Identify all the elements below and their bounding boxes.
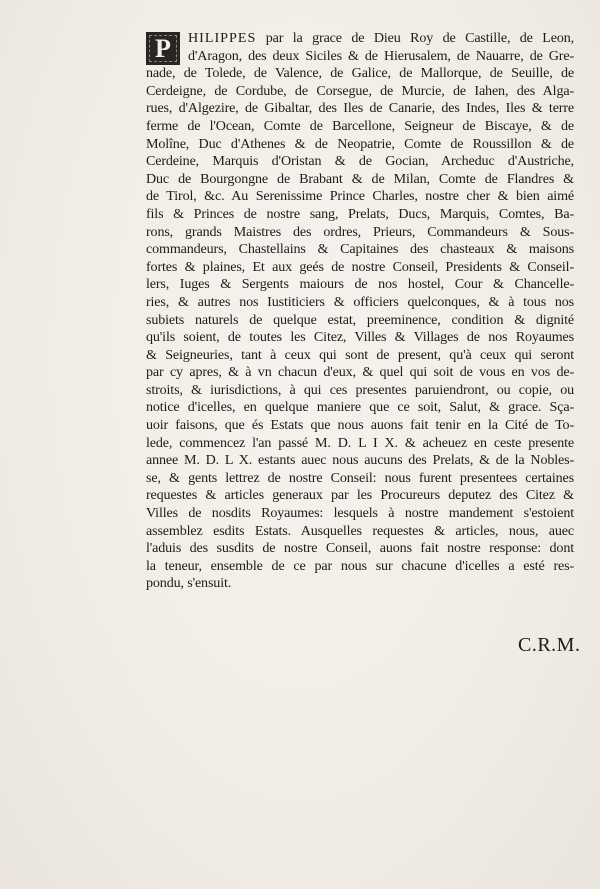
opening-word: HILIPPES — [188, 30, 257, 46]
text-line-10: de Tirol, &c. Au Serenissime Prince Charles, nostre cher & bien aimé — [146, 188, 574, 205]
text-line-9: Duc de Bourgongne de Brabant & de Milan, Comte de Flandres & — [146, 170, 574, 187]
text-line-32: pondu, s'ensuit. — [146, 575, 232, 592]
decree-text — [146, 30, 574, 593]
text-line-15: lers, Iuges & Sergents maiours de nos hostel, Cour & Chancelle- — [146, 276, 574, 293]
text-line-20: par cy apres, & à vn chacun d'eux, & quel qui soit de vous en vos de- — [146, 364, 574, 381]
text-line-2: d'Aragon, des deux Siciles & de Hierusalem, de Nauarre, de Gre- — [188, 47, 574, 64]
text-line-4: Cerdeigne, de Cordube, de Corsegue, de Murcie, de Iahen, des Alga- — [146, 82, 574, 99]
text-line-30: l'aduis des susdits de nostre Conseil, auons fait nostre response: dont — [146, 540, 574, 557]
text-line-25: annee M. D. L X. estants auec nous aucuns des Prelats, & de la Nobles- — [146, 452, 574, 469]
text-line-19: & Seigneuries, tant à ceux qui sont de present, qu'à ceux qui seront — [146, 346, 574, 363]
text-line-11: fils & Princes de nostre sang, Prelats, Ducs, Marquis, Comtes, Ba- — [146, 205, 574, 222]
text-line-27: requestes & articles generaux par les Procureurs deputez des Citez & — [146, 487, 574, 504]
text-line-3: nade, de Tolede, de Valence, de Galice, de Mallorque, de Seuille, de — [146, 65, 574, 82]
text-line-21: stroits, & iurisdictions, à qui ces presentes paruiendront, ou copie, ou — [146, 381, 574, 398]
text-line-8: Cerdeine, Marquis d'Oristan & de Gocian, Archeduc d'Austriche, — [146, 153, 574, 170]
text-line-12: rons, grands Maistres des ordres, Prieurs, Commandeurs & Sous- — [146, 223, 574, 240]
initial-letter: P — [155, 34, 171, 63]
text-line-24: lede, commencez l'an passé M. D. L I X. & acheuez en ceste presente — [146, 434, 574, 451]
text-line-17: subiets naturels de quelque estat, preeminence, condition & dignité — [146, 311, 574, 328]
text-line-29: assemblez esdits Estats. Ausquelles requestes & articles, nous, auec — [146, 522, 574, 539]
text-line-31: la teneur, ensemble de ce par nous sur chacune d'icelles a esté res- — [146, 557, 574, 574]
text-line-18: qu'ils soient, de toutes les Citez, Villes & Villages de nos Royaumes — [146, 329, 574, 346]
text-line-16: ries, & autres nos Iustiticiers & officiers quelconques, & à tous nos — [146, 293, 574, 310]
text-line-13: commandeurs, Chastellains & Capitaines des chasteaux & maisons — [146, 241, 574, 258]
text-line-1 — [146, 30, 574, 48]
text-line-22: notice d'icelles, en quelque maniere que ce soit, Salut, & grace. Sça- — [146, 399, 574, 416]
text-line-23: uoir faisons, que és Estats que nous auons fait tenir en la Cité de To- — [146, 417, 574, 434]
text-line-7: Molîne, Duc d'Athenes & de Neopatrie, Comte de Roussillon & de — [146, 135, 574, 152]
text-line-28: Villes de nosdits Royaumes: lesquels à nostre mandement s'estoient — [146, 505, 574, 522]
text-line-1-content: par la grace de Dieu Roy de Castille, de Leon, — [265, 30, 574, 46]
text-line-6: ferme de l'Ocean, Comte de Barcellone, Seigneur de Biscaye, & de — [146, 117, 574, 134]
signature-initials: C.R.M. — [518, 634, 581, 656]
decorated-initial — [146, 32, 180, 65]
text-line-26: se, & gents lettrez de nostre Conseil: nous furent presentees certaines — [146, 469, 574, 486]
text-line-5: rues, d'Algezire, de Gibaltar, des Iles de Canarie, des Indes, Iles & terre — [146, 100, 574, 117]
text-line-14: fortes & plaines, Et aux geés de nostre Conseil, Presidents & Conseil- — [146, 258, 574, 275]
